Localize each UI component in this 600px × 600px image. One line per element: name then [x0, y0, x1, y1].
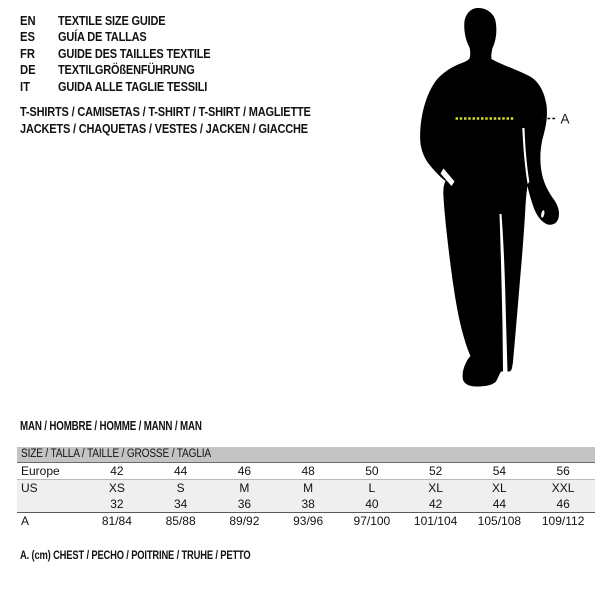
- table-cell: XL: [428, 481, 443, 495]
- table-cell: 93/96: [293, 514, 324, 528]
- table-cell: 34: [173, 497, 188, 511]
- table-cell: 50: [365, 464, 379, 478]
- row-label: US: [21, 481, 38, 495]
- table-cell: 32: [110, 497, 124, 511]
- row-label: Europe: [21, 464, 60, 478]
- category-line-text: JACKETS / CHAQUETAS / VESTES / JACKEN / GIACCHE: [20, 121, 308, 136]
- category-line: [20, 104, 350, 121]
- table-row-size-number: [17, 496, 595, 513]
- man-silhouette: [420, 8, 559, 387]
- table-row-us: [17, 480, 595, 496]
- language-row: [20, 62, 231, 78]
- table-cell: 46: [237, 464, 252, 478]
- size-table-header-label: SIZE / TALLA / TAILLE / GRÖSSE / TAGLIA: [21, 448, 211, 460]
- table-cell: S: [176, 481, 185, 495]
- section-title: [20, 419, 253, 433]
- table-cell: 52: [428, 464, 443, 478]
- table-cell: 81/84: [101, 514, 132, 528]
- category-list: [20, 104, 350, 137]
- table-cell: 48: [301, 464, 315, 478]
- table-cell: 36: [237, 497, 252, 511]
- language-title: TEXTILE SIZE GUIDE: [58, 14, 166, 28]
- table-cell: 54: [492, 464, 507, 478]
- table-cell: 38: [301, 497, 315, 511]
- table-cell: 42: [110, 464, 124, 478]
- table-row-europe: [17, 463, 595, 480]
- language-row: [20, 29, 231, 45]
- table-cell: 56: [556, 464, 570, 478]
- language-row: [20, 46, 231, 62]
- table-cell: L: [368, 481, 376, 495]
- language-title: GUIDE DES TAILLES TEXTILE: [58, 46, 211, 61]
- table-cell: 89/92: [229, 514, 260, 528]
- language-title: GUÍA DE TALLAS: [58, 30, 147, 45]
- table-cell: 101/104: [413, 514, 458, 528]
- language-code: FR: [20, 46, 36, 61]
- language-row: [20, 13, 231, 29]
- table-cell: 97/100: [353, 514, 391, 528]
- category-line-text: T-SHIRTS / CAMISETAS / T-SHIRT / T-SHIRT / MAGLIETTE: [20, 105, 311, 119]
- table-cell: XS: [108, 481, 125, 495]
- table-cell: 46: [556, 497, 570, 511]
- table-cell: 44: [173, 464, 188, 478]
- table-row-chest-a: [17, 513, 595, 530]
- measure-label-a: A: [560, 111, 570, 127]
- measurement-footnote-text: A. (cm) CHEST / PECHO / POITRINE / TRUHE / PETTO: [20, 548, 251, 562]
- language-row: [20, 79, 231, 95]
- table-cell: 44: [492, 497, 507, 511]
- language-code: DE: [20, 63, 36, 78]
- table-cell: 40: [365, 497, 379, 511]
- size-table-header: [17, 447, 595, 463]
- table-cell: XXL: [551, 481, 575, 495]
- measurement-footnote: [20, 548, 316, 562]
- language-code: IT: [20, 79, 30, 94]
- man-silhouette-figure: [390, 0, 600, 400]
- language-code: ES: [20, 30, 36, 45]
- section-title-text: MAN / HOMBRE / HOMME / MANN / MAN: [20, 419, 202, 433]
- table-cell: XL: [492, 481, 507, 495]
- language-code: EN: [20, 14, 36, 28]
- language-list: [20, 13, 231, 95]
- row-label: A: [21, 514, 30, 528]
- table-cell: M: [303, 481, 314, 495]
- language-title: GUIDA ALLE TAGLIE TESSILI: [58, 79, 208, 94]
- table-cell: 105/108: [477, 514, 522, 528]
- size-table: [17, 447, 595, 530]
- table-cell: 85/88: [165, 514, 196, 528]
- table-cell: M: [239, 481, 250, 495]
- table-cell: 109/112: [541, 514, 585, 528]
- language-title: TEXTILGRÖßENFÜHRUNG: [58, 63, 195, 78]
- category-line: [20, 121, 350, 138]
- table-cell: 42: [428, 497, 443, 511]
